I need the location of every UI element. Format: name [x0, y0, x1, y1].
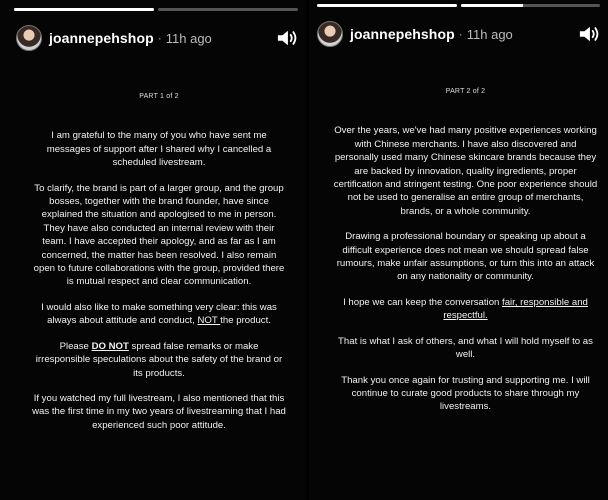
story-panel-part-2[interactable]: [309, 0, 608, 500]
story-header: [317, 20, 600, 48]
paragraph-text: the product.: [220, 315, 271, 327]
paragraph: [32, 301, 286, 328]
paragraph: To clarify, the brand is part of a larger group, and the group bosses, together with the brand founder, have since explained the situation and apologised to me in person. They have also conducted an internal review with their team. I have accepted their apology, and as far as I am concerned, the matter has been resolved. I also remain open to future collaborations with the group, provided there is mutual respect and clear communication.: [33, 182, 285, 288]
separator-dot: ·: [458, 27, 463, 41]
part-label: PART 2 of 2: [445, 88, 486, 95]
story-text: [32, 90, 286, 444]
paragraph: Thank you once again for trusting and supporting me. I will continue to curate good products to share through my livestreams.: [341, 374, 590, 413]
emphasis-text: DO NOT: [91, 340, 129, 352]
progress-fill: [461, 4, 524, 7]
paragraph: Over the years, we've had many positive experiences working with Chinese merchants. I have also discovered and personally used many Chinese skincare brands because they are backed by innovation, quality ingredients, proper certification and stringent testing. One poor experience should not be used to generalise an entire group of merchants, brands, or a whole community.: [333, 125, 598, 217]
post-time: 11h ago: [165, 30, 212, 46]
progress-segment-1: [317, 4, 457, 7]
speaker-volume-icon[interactable]: [578, 24, 600, 44]
progress-segment-2: [461, 4, 601, 7]
paragraph-text: spread false remarks or make irresponsible speculations about the safety of the brand or its products.: [35, 340, 283, 379]
paragraph-text: Please: [59, 340, 92, 352]
paragraph-text: I hope we can keep the conversation: [343, 296, 503, 308]
username[interactable]: joannepehshop: [49, 30, 154, 46]
progress-segment-1: [14, 8, 154, 11]
progress-segment-2: [158, 8, 298, 11]
profile-avatar[interactable]: [16, 25, 42, 51]
speaker-volume-icon[interactable]: [276, 28, 298, 48]
story-progress-bar: [317, 4, 600, 7]
username[interactable]: joannepehshop: [350, 26, 455, 42]
profile-avatar[interactable]: [317, 21, 343, 47]
progress-fill: [317, 4, 457, 7]
paragraph: If you watched my full livestream, I also mentioned that this was the first time in my two years of livestreaming that I had experienced such poor attitude.: [32, 392, 286, 431]
separator-dot: ·: [157, 31, 162, 45]
paragraph: That is what I ask of others, and what I will hold myself to as well.: [338, 335, 593, 361]
paragraph: [333, 296, 598, 323]
story-progress-bar: [14, 8, 298, 11]
paragraph-text: I would also like to make something very clear: this was always about attitude and conduct,: [41, 301, 277, 327]
part-label: PART 1 of 2: [139, 93, 179, 100]
story-header: [16, 24, 298, 52]
paragraph: Drawing a professional boundary or speaking up about a difficult experience does not mean we should spread false rumours, make unfair assumptions, or turn this into an attack on any nationality or community.: [336, 231, 595, 283]
progress-fill: [14, 8, 154, 11]
paragraph: I am grateful to the many of you who have sent me messages of support after I shared why I cancelled a scheduled livestream.: [46, 130, 272, 169]
post-time: 11h ago: [466, 26, 513, 42]
paragraph: [32, 340, 286, 380]
underlined-text: NOT: [197, 315, 221, 327]
story-text: [333, 85, 598, 426]
underlined-text: fair, responsible and respectful.: [443, 296, 588, 322]
